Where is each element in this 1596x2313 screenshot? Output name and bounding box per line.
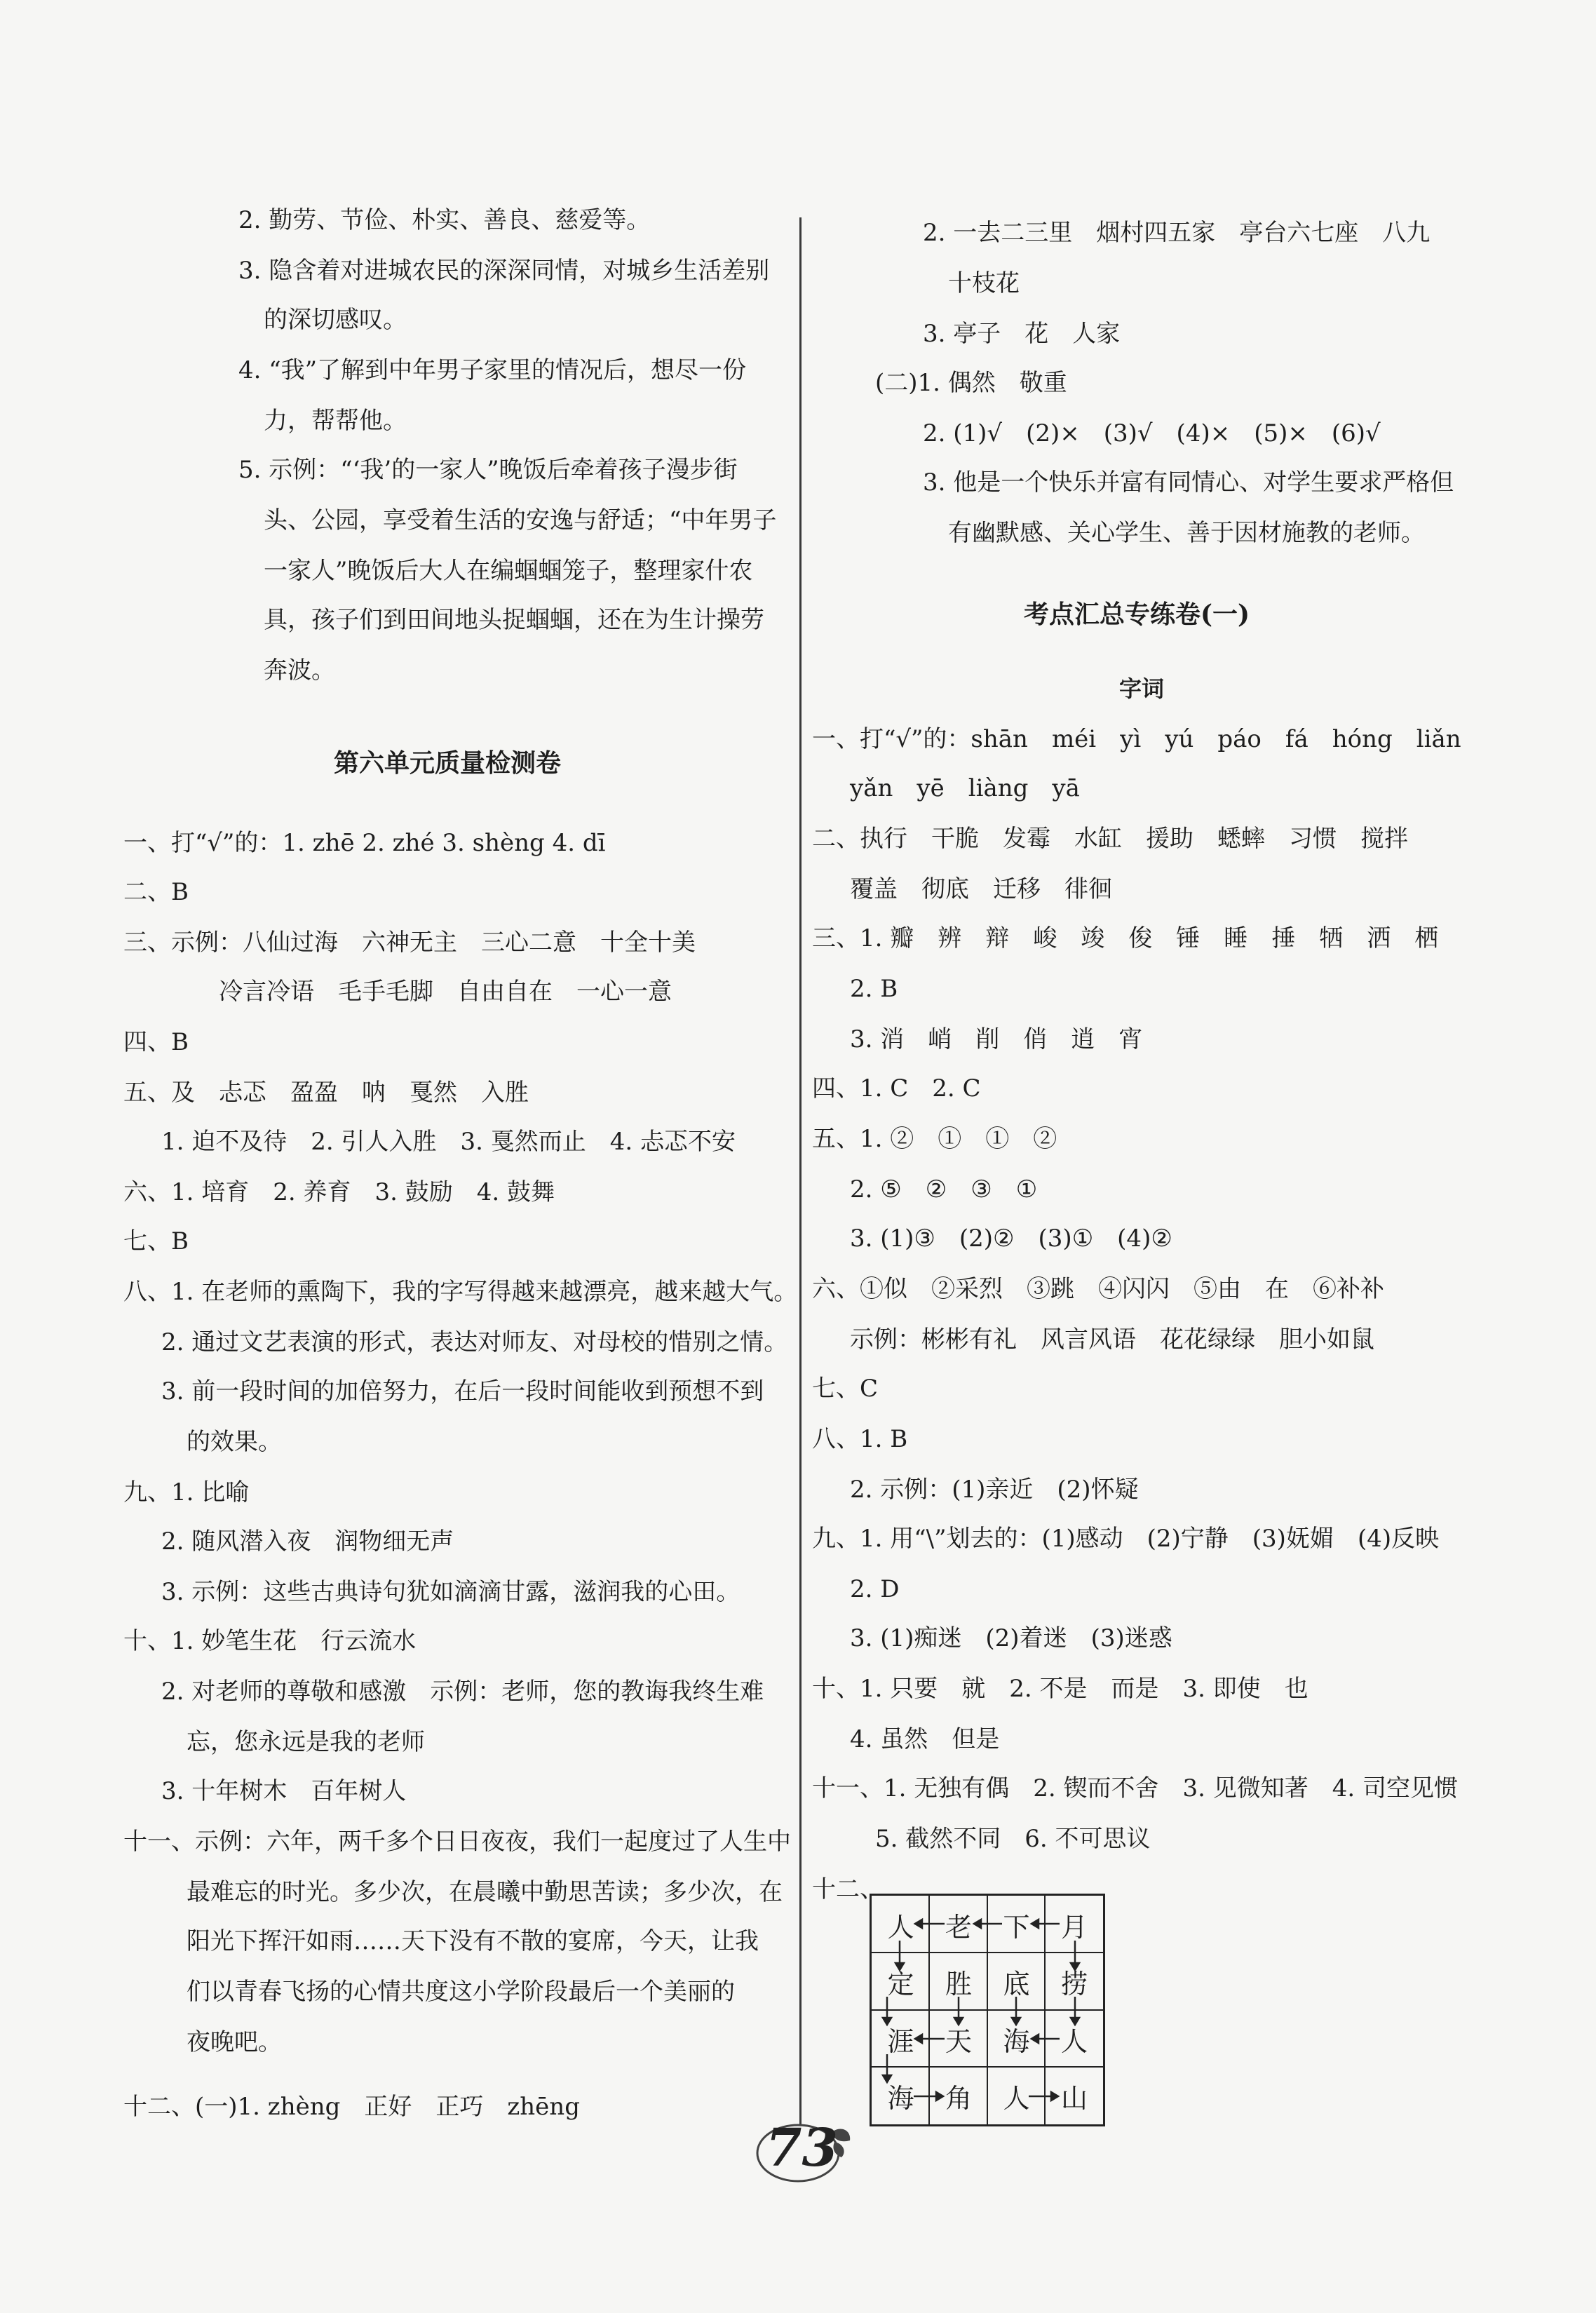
answer-line: 3. 他是一个快乐并富有同情心、对学生要求严格但 bbox=[923, 468, 1454, 497]
answer-line: 2. 一去二三里 烟村四五家 亭台六七座 八九 bbox=[923, 219, 1431, 247]
answer-line: 3. 消 峭 削 俏 逍 宵 bbox=[850, 1025, 1143, 1053]
section-title: 考点汇总专练卷(一) bbox=[1024, 600, 1250, 629]
page-number-badge bbox=[749, 2112, 854, 2190]
answer-line: 3. (1)痴迷 (2)着迷 (3)迷惑 bbox=[850, 1624, 1172, 1652]
answer-line: 二、执行 干脆 发霉 水缸 援助 蟋蟀 习惯 搅拌 bbox=[812, 825, 1408, 853]
answer-line: 五、及 忐忑 盈盈 呐 戛然 入胜 bbox=[123, 1079, 529, 1107]
answer-line: 们以青春飞扬的心情共度这小学阶段最后一个美丽的 bbox=[187, 1978, 735, 2006]
answer-line: 阳光下挥汗如雨……天下没有不散的宴席，今天，让我 bbox=[187, 1927, 759, 1955]
answer-line: 1. 迫不及待 2. 引人入胜 3. 戛然而止 4. 忐忑不安 bbox=[161, 1128, 736, 1156]
answer-line: 冷言冷语 毛手毛脚 自由自在 一心一意 bbox=[219, 978, 672, 1006]
answer-line: 十、1. 只要 就 2. 不是 而是 3. 即使 也 bbox=[812, 1675, 1308, 1703]
answer-line: 3. 前一段时间的加倍努力，在后一段时间能收到预想不到 bbox=[161, 1377, 764, 1405]
answer-line: 具，孩子们到田间地头捉蝈蝈，还在为生计操劳 bbox=[264, 606, 764, 634]
word-chain-grid bbox=[870, 1894, 1105, 2126]
grid-cell: 角 bbox=[945, 2083, 972, 2114]
answer-line: 五、1. ② ① ① ② bbox=[812, 1125, 1057, 1153]
answer-line: 2. ⑤ ② ③ ① bbox=[850, 1175, 1038, 1203]
section-title: 第六单元质量检测卷 bbox=[334, 748, 562, 778]
grid-cell: 山 bbox=[1060, 2083, 1088, 2114]
answer-line: (二)1. 偶然 敬重 bbox=[875, 369, 1067, 397]
grid-cell: 胜 bbox=[945, 1969, 972, 2000]
answer-line: yǎn yē liàng yā bbox=[850, 774, 1080, 802]
answer-line: 覆盖 彻底 迁移 徘徊 bbox=[850, 875, 1112, 903]
answer-line: 一、打“√”的：1. zhē 2. zhé 3. shèng 4. dī bbox=[123, 829, 606, 857]
answer-line: 四、B bbox=[123, 1028, 189, 1056]
answer-line: 示例：彬彬有礼 风言风语 花花绿绿 胆小如鼠 bbox=[850, 1326, 1374, 1354]
answer-line: 2. 勤劳、节俭、朴实、善良、慈爱等。 bbox=[238, 206, 651, 234]
answer-line: 九、1. 用“\”划去的：(1)感动 (2)宁静 (3)妩媚 (4)反映 bbox=[812, 1525, 1440, 1553]
answer-line: 2. 通过文艺表演的形式，表达对师友、对母校的惜别之情。 bbox=[161, 1328, 788, 1356]
answer-line: 十一、示例：六年，两千多个日日夜夜，我们一起度过了人生中 bbox=[123, 1828, 791, 1856]
grid-cell: 涯 bbox=[887, 2025, 914, 2057]
grid-cell: 老 bbox=[945, 1911, 972, 1943]
answer-line: 5. 截然不同 6. 不可思议 bbox=[875, 1825, 1151, 1853]
answer-line: 一、打“√”的：shān méi yì yú páo fá hóng liǎn bbox=[812, 725, 1461, 753]
answer-line: 2. D bbox=[850, 1575, 900, 1603]
answer-line: 十二、(一)1. zhèng 正好 正巧 zhēng bbox=[123, 2093, 580, 2121]
column-divider bbox=[799, 217, 802, 2125]
answer-line: 2. B bbox=[850, 975, 898, 1003]
answer-line: 4. “我”了解到中年男子家里的情况后，想尽一份 bbox=[238, 356, 747, 384]
answer-line: 最难忘的时光。多少次，在晨曦中勤思苦读；多少次，在 bbox=[187, 1878, 783, 1906]
grid-cell: 海 bbox=[1003, 2025, 1030, 2057]
answer-line: 的深切感叹。 bbox=[264, 306, 407, 334]
grid-cell: 月 bbox=[1060, 1911, 1088, 1943]
answer-line: 3. 示例：这些古典诗句犹如滴滴甘露，滋润我的心田。 bbox=[161, 1578, 740, 1606]
grid-cell: 人 bbox=[1060, 2025, 1088, 2057]
answer-line: 夜晚吧。 bbox=[187, 2028, 282, 2056]
grid-cell: 底 bbox=[1003, 1969, 1030, 2000]
grid-cell: 海 bbox=[887, 2083, 914, 2114]
answer-line: 九、1. 比喻 bbox=[123, 1478, 250, 1506]
answer-line: 2. 对老师的尊敬和感激 示例：老师，您的教诲我终生难 bbox=[161, 1678, 764, 1706]
answer-line: 六、1. 培育 2. 养育 3. 鼓励 4. 鼓舞 bbox=[123, 1178, 555, 1206]
answer-line: 七、C bbox=[812, 1375, 879, 1403]
grid-cell: 下 bbox=[1003, 1911, 1030, 1943]
answer-line: 十一、1. 无独有偶 2. 锲而不舍 3. 见微知著 4. 司空见惯 bbox=[812, 1774, 1458, 1802]
grid-cell: 定 bbox=[887, 1969, 914, 2000]
grid-cell: 人 bbox=[1003, 2083, 1030, 2114]
answer-line: 三、示例：八仙过海 六神无主 三心二意 十全十美 bbox=[123, 929, 696, 957]
answer-line: 忘，您永远是我的老师 bbox=[187, 1728, 425, 1756]
answer-line: 2. (1)√ (2)× (3)√ (4)× (5)× (6)√ bbox=[923, 419, 1381, 447]
answer-line: 2. 示例：(1)亲近 (2)怀疑 bbox=[850, 1476, 1139, 1504]
answer-line: 4. 虽然 但是 bbox=[850, 1725, 1000, 1753]
answer-line: 3. 亭子 花 人家 bbox=[923, 320, 1121, 348]
answer-line: 5. 示例：“‘我’的一家人”晚饭后牵着孩子漫步街 bbox=[238, 456, 738, 484]
grid-cell: 捞 bbox=[1060, 1969, 1088, 2000]
answer-line: 八、1. 在老师的熏陶下，我的字写得越来越漂亮，越来越大气。 bbox=[123, 1278, 798, 1306]
grid-cell: 人 bbox=[887, 1911, 914, 1943]
answer-line: 3. (1)③ (2)② (3)① (4)② bbox=[850, 1225, 1172, 1253]
answer-line: 2. 随风潜入夜 润物细无声 bbox=[161, 1528, 454, 1556]
answer-line: 八、1. B bbox=[812, 1425, 908, 1453]
grid-cell: 天 bbox=[945, 2025, 972, 2057]
answer-line: 十二、 bbox=[812, 1875, 884, 1903]
answer-line: 三、1. 瓣 辨 辩 峻 竣 俊 锤 睡 捶 牺 洒 栖 bbox=[812, 924, 1439, 952]
answer-line: 有幽默感、关心学生、善于因材施教的老师。 bbox=[948, 519, 1425, 547]
answer-line: 头、公园，享受着生活的安逸与舒适；“中年男子 bbox=[264, 506, 777, 534]
answer-line: 一家人”晚饭后大人在编蝈蝈笼子，整理家什农 bbox=[264, 557, 753, 585]
answer-line: 十枝花 bbox=[948, 269, 1020, 297]
answer-line: 二、B bbox=[123, 878, 189, 906]
answer-line: 十、1. 妙笔生花 行云流水 bbox=[123, 1627, 417, 1655]
answer-line: 的效果。 bbox=[187, 1428, 282, 1456]
answer-line: 奔波。 bbox=[264, 656, 335, 685]
page-number: 73 bbox=[766, 2118, 838, 2178]
answer-line: 四、1. C 2. C bbox=[812, 1074, 981, 1102]
answer-line: 3. 十年树木 百年树人 bbox=[161, 1777, 407, 1805]
subsection-title: 字词 bbox=[1119, 675, 1165, 702]
answer-line: 3. 隐含着对进城农民的深深同情，对城乡生活差别 bbox=[238, 257, 770, 285]
answer-line: 力，帮帮他。 bbox=[264, 407, 407, 435]
answer-line: 六、①似 ②采烈 ③跳 ④闪闪 ⑤由 在 ⑥补补 bbox=[812, 1275, 1384, 1303]
answer-line: 七、B bbox=[123, 1227, 189, 1255]
